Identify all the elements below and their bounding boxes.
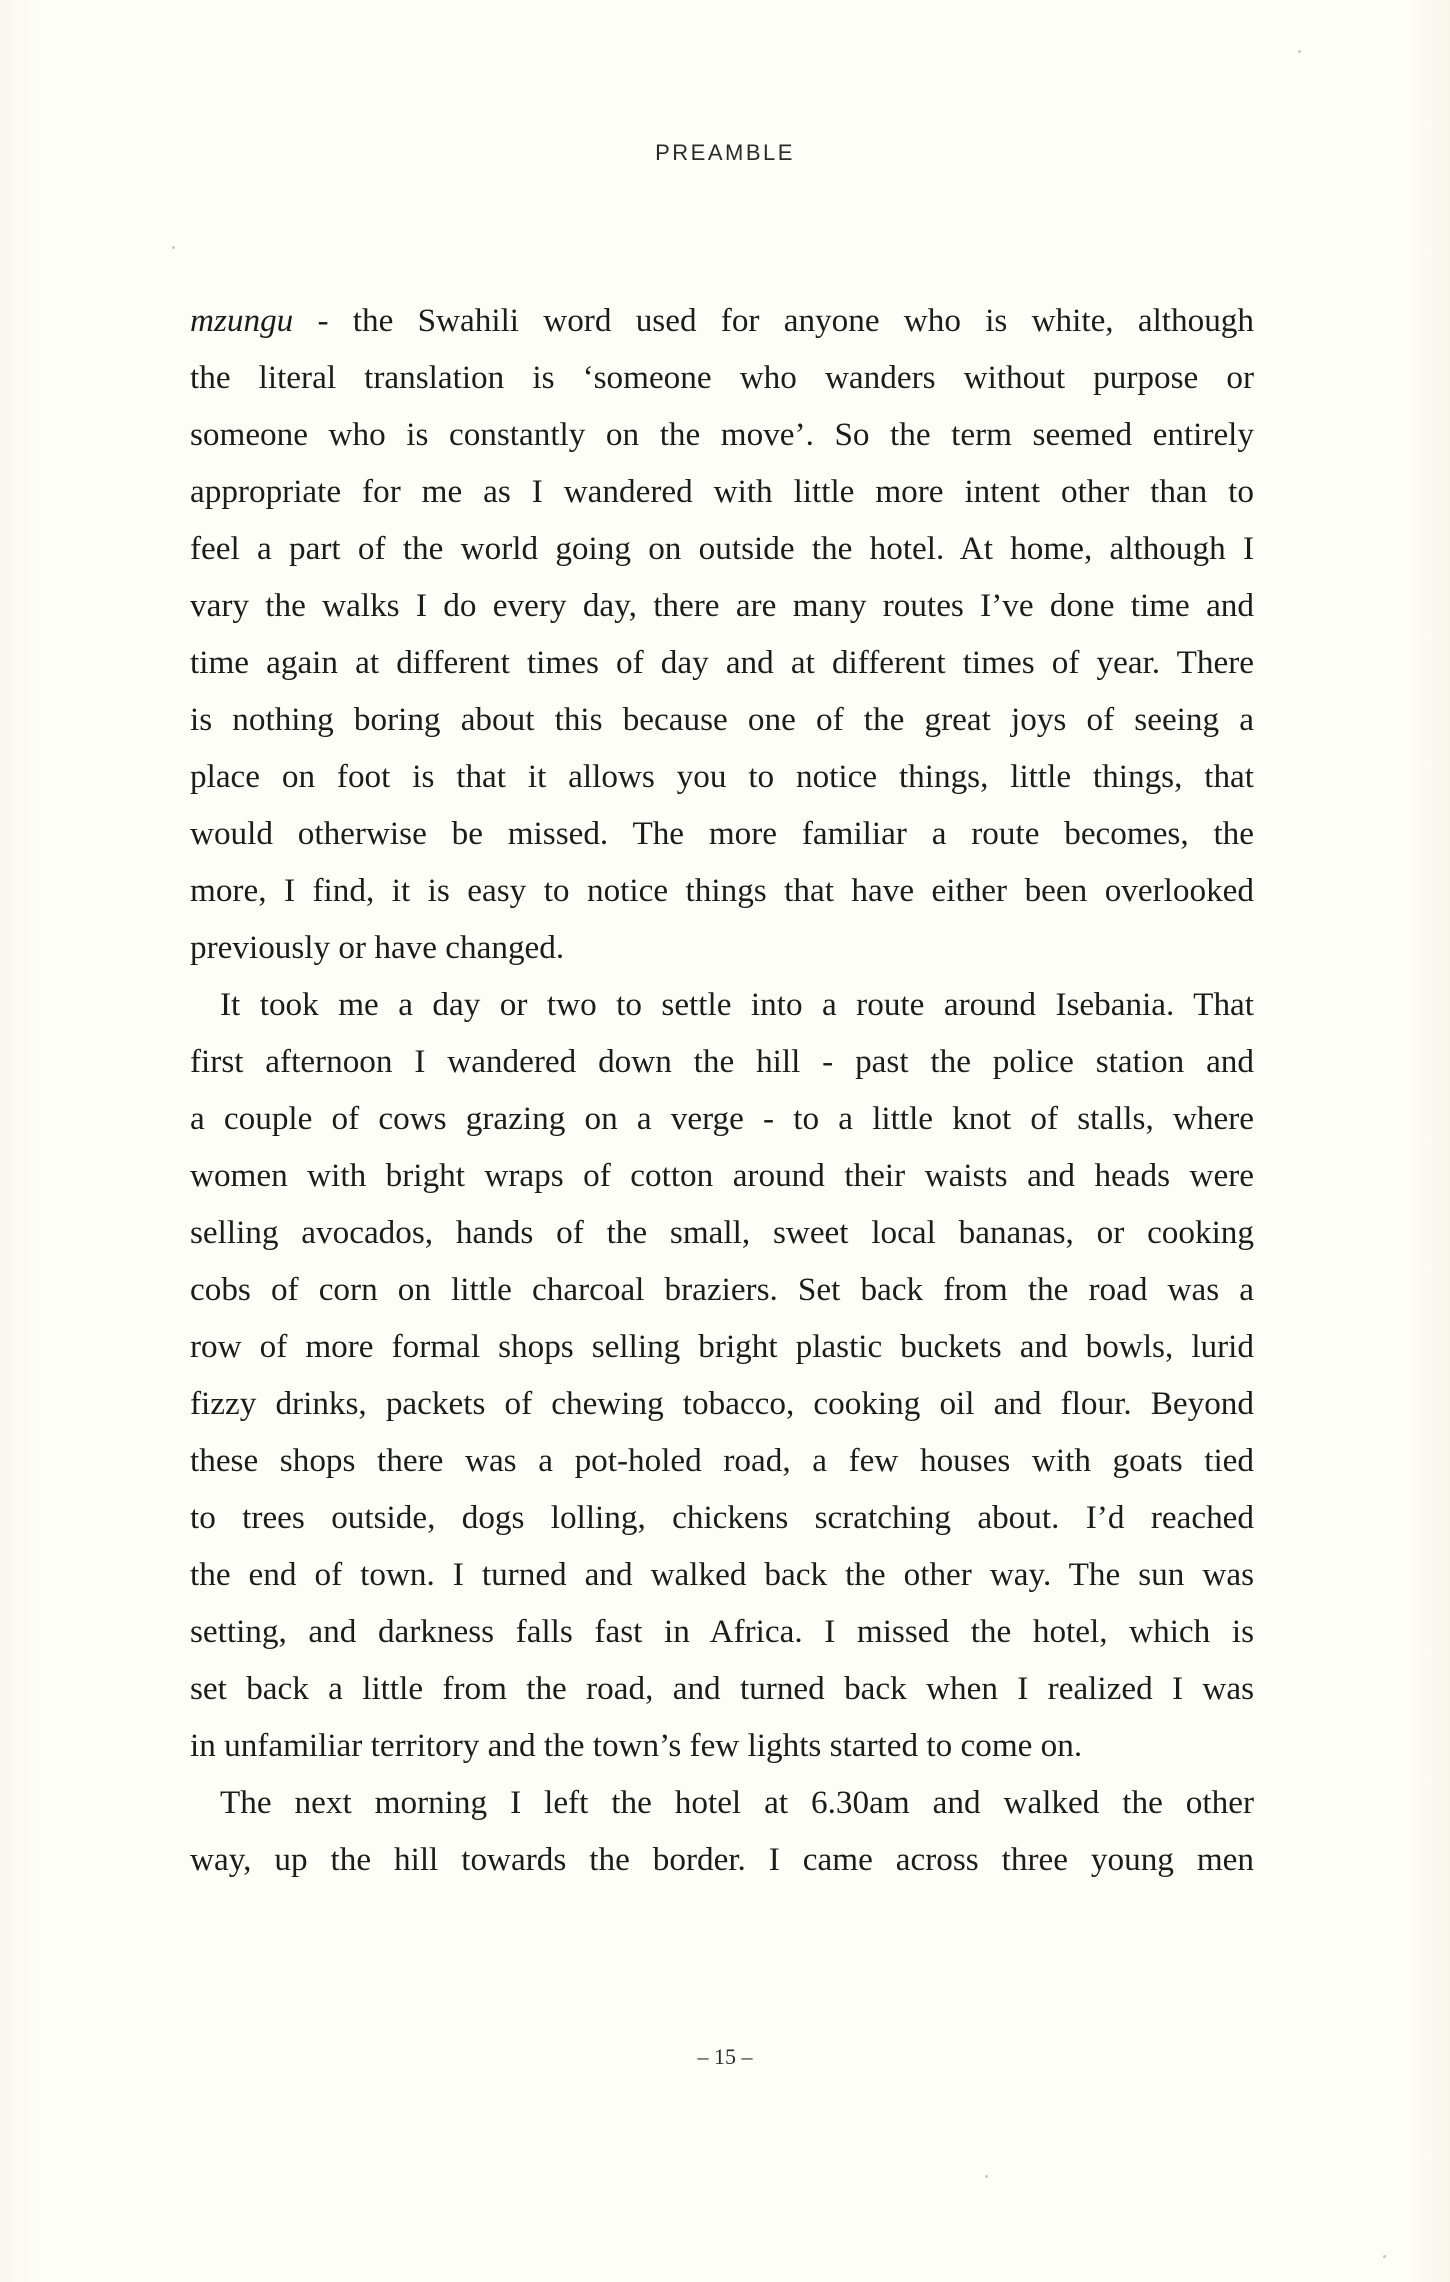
- body-text: [190, 292, 1254, 1888]
- text-line: fizzy drinks, packets of chewing tobacco, cooking oil and flour. Beyond: [190, 1385, 1254, 1422]
- text-line: row of more formal shops selling bright plastic buckets and bowls, lurid: [190, 1328, 1254, 1365]
- text-line: in unfamiliar territory and the town’s few lights started to come on.: [190, 1727, 1083, 1764]
- text-line: the end of town. I turned and walked back the other way. The sun was: [190, 1556, 1254, 1593]
- paper-speck: [1298, 50, 1301, 53]
- text-line: selling avocados, hands of the small, sweet local bananas, or cooking: [190, 1214, 1254, 1251]
- text-line: cobs of corn on little charcoal braziers. Set back from the road was a: [190, 1271, 1254, 1308]
- italic-term: mzungu: [190, 302, 294, 339]
- text-line: mzungu - the Swahili word used for anyone who is white, although: [190, 302, 1254, 339]
- text-line: way, up the hill towards the border. I came across three young men: [190, 1841, 1254, 1878]
- text-line: is nothing boring about this because one of the great joys of seeing a: [190, 701, 1254, 738]
- text-line: these shops there was a pot-holed road, a few houses with goats tied: [190, 1442, 1254, 1479]
- paragraph: [190, 976, 1254, 1774]
- text-line: set back a little from the road, and turned back when I realized I was: [190, 1670, 1254, 1707]
- text-line: setting, and darkness falls fast in Africa. I missed the hotel, which is: [190, 1613, 1254, 1650]
- paragraph: [190, 1774, 1254, 1888]
- text-line: more, I find, it is easy to notice things that have either been overlooked: [190, 872, 1254, 909]
- running-head: PREAMBLE: [655, 140, 795, 165]
- paper-speck: [172, 246, 175, 249]
- text-line: the literal translation is ‘someone who wanders without purpose or: [190, 359, 1254, 396]
- paper-speck: [1383, 2255, 1386, 2258]
- page-number: – 15 –: [697, 2044, 753, 2069]
- text-line: appropriate for me as I wandered with little more intent other than to: [190, 473, 1254, 510]
- text-line: to trees outside, dogs lolling, chickens scratching about. I’d reached: [190, 1499, 1254, 1536]
- text-line: The next morning I left the hotel at 6.30am and walked the other: [220, 1784, 1254, 1821]
- text-line: women with bright wraps of cotton around their waists and heads were: [190, 1157, 1254, 1194]
- paragraph: [190, 292, 1254, 976]
- text-line: previously or have changed.: [190, 929, 565, 966]
- text-line: feel a part of the world going on outside the hotel. At home, although I: [190, 530, 1254, 567]
- text-line: first afternoon I wandered down the hill - past the police station and: [190, 1043, 1254, 1080]
- text-line: someone who is constantly on the move’. So the term seemed entirely: [190, 416, 1254, 453]
- text-line: vary the walks I do every day, there are many routes I’ve done time and: [190, 587, 1254, 624]
- text-line: a couple of cows grazing on a verge - to a little knot of stalls, where: [190, 1100, 1254, 1137]
- text-line: time again at different times of day and at different times of year. There: [190, 644, 1254, 681]
- paper-speck: [985, 2175, 988, 2178]
- text-line: would otherwise be missed. The more familiar a route becomes, the: [190, 815, 1254, 852]
- text-line: place on foot is that it allows you to notice things, little things, that: [190, 758, 1254, 795]
- text-line: It took me a day or two to settle into a route around Isebania. That: [220, 986, 1254, 1023]
